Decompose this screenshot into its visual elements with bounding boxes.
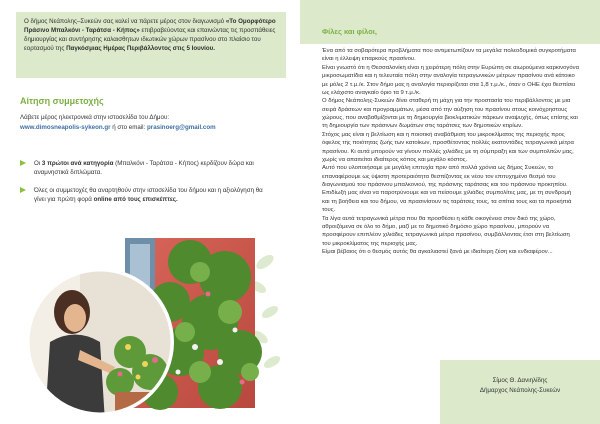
balcony-garden-photo — [20, 232, 282, 414]
mayor-letter — [322, 47, 580, 256]
signature-name: Σίμος Θ. Δανιηλίδης — [492, 377, 548, 384]
prize-highlight: 3 πρώτοι ανά κατηγορία — [41, 160, 114, 167]
letter-paragraph: Ο δήμος Νεάπολης-Συκεών δίνει σταθερή τη μάχη για την προστασία του περιβάλλοντος με μια σειρά δράσεων και προγραμμάτων, μέσα από την αύξηση του πρασίνου στους κοινόχρηστους χώρους, που αναβαθμίζονται με τη δημιουργία βιοκλιματικών πάρκων αναψυχής, όπως επίσης και τη δημιουργία των πράσινων δωμάτων στις ταράτσες των δημοτικών κτιρίων. — [322, 98, 578, 130]
greeting-box — [300, 0, 600, 44]
intro-box — [16, 12, 286, 78]
signature-role: Δήμαρχος Νεάπολης-Συκεών — [479, 386, 561, 394]
application-line: Λάβετε μέρος ηλεκτρονικά στην ιστοσελίδα του Δήμου: — [20, 114, 170, 121]
contest-name: «Το Ομορφότερο Πράσινο Μπαλκόνι - Ταράτσα - Κήπος» — [24, 18, 276, 34]
letter-paragraph: Επιδίωξή μας είναι να παροτρύνουμε και να πείσουμε χιλιάδες συμπολίτες μας, με τη συνδρομή και τη βοήθεια και του δήμου, να πρασινίσουν τις ταράτσες τους, τα σπίτια τους και τα προκήπιά τους. — [322, 190, 572, 214]
arrow-icon — [20, 187, 26, 193]
email-link[interactable]: prasinoerg@gmail.com — [147, 123, 216, 131]
online-highlight: online από τους επισκέπτες. — [93, 196, 178, 204]
letter-paragraph: Αυτό που υλοποιήσαμε με μεγάλη επιτυχία πριν από πολλά χρόνια ως δήμος Συκεών, το επαναφέρουμε ως ύψιστη προτεραιότητα θεσπίζοντας εκ νέου τον επιτυχημένο θεσμό του διαγωνισμού του πράσινου μπαλκονιού, της πράσινης ταράτσας και του πράσινου προκηπίου. — [322, 165, 568, 188]
letter-paragraph: Είμαι βέβαιος ότι ο θεσμός αυτός θα αγκαλιαστεί ξανά με ιδιαίτερη ζέση και ενδιαφέρον... — [322, 249, 553, 255]
signature-box — [440, 360, 600, 424]
application-title: Αίτηση συμμετοχής — [20, 96, 104, 106]
intro-text-1: Ο δήμος Νεάπολης–Συκεών σας καλεί να πάρετε μέρος στον διαγωνισμό — [24, 18, 226, 25]
application-mid: ή στο email: — [110, 123, 147, 131]
intro-text-2: επιβραβεύοντας και επαινώντας τις προσπάθειες δημιουργίας και συντήρησης καλαισθητων ιδιωτικών χώρων πρασίνου στο πλαίσιο του εορτασμού της — [24, 26, 276, 52]
arrow-icon — [20, 160, 26, 166]
right-panel — [300, 0, 600, 424]
environment-day: Παγκόσμιας Ημέρας Περιβάλλοντος στις 5 Ιουνίου. — [66, 44, 215, 52]
letter-paragraph: Ένα από τα σοβαρότερα προβλήματα που αντιμετωπίζουν τα μεγάλα πολεοδομικά συγκροτήματα είναι η έλλειψη επαρκούς πρασίνου. — [322, 48, 576, 63]
letter-paragraph: Είναι γνωστό ότι η Θεσσαλονίκη είναι η χειρότερη πόλη στην Ευρώπη σε αιωρούμενα καρκινογόνα μικροσωματίδια και η τελευταία πόλη στην αναλογία τετραγωνικών μέτρων πρασίνου ανά κάτοικο με μόλις 2 τ.μ./κ. Στον δήμο μας η αναλογία περιορίζεται στα 1,8 τ.μ./κ., όταν ο ΟΗΕ έχει θεσπίσει ως ελάχιστο αναγκαίο όριο τα 9 τ.μ./κ. — [322, 64, 579, 96]
application-text — [20, 113, 290, 132]
letter-paragraph: Τα λίγα αυτά τετραγωνικά μέτρα που θα προσθέσει η κάθε οικογένεια στον δικό της χώρο, αθροιζόμενα σε όλο το δήμο, μαζί με το δημοτικό δημόσιο χώρο πρασίνου, μπορούν να προσφέρουν επιπλέον χιλιάδες τετραγωνικά μέτρα πρασίνου, συμβάλλοντας έτσι στη βελτίωση του μικροκλίματος της περιοχής μας. — [322, 215, 570, 247]
website-link[interactable]: www.dimosneapolis-sykeon.gr — [20, 123, 111, 131]
left-panel: Ο δήμος Νεάπολης–Συκεών σας καλεί να πάρετε μέρος στον διαγωνισμό «Το Ομορφότερο Πράσινο Μπαλκόνι - Ταράτσα - Κήπος» επιβραβεύοντας και επαινώντας τις προσπάθειες δημιουργίας και συντήρησης καλαισθητων ιδιωτικών χώρων πρασίνου στο πλαίσιο του εορτασμού της Παγκόσμιας Ημέρας Περιβάλλοντος στις 5 Ιουνίου. Αίτηση συμμετοχής Λάβετε μέρος ηλεκτρονικά στην ιστοσελίδα του Δήμου: www.dimosneapolis-sykeon.gr ή στο email: prasinoerg@gmail.com Οι 3 πρώτοι ανά κατηγορία (Μπαλκόνι - Ταράτσα - Κήπος) κερδίζουν δώρα και αναμνηστικά διπλώματα. Όλες οι συμμετοχές θα αναρτηθούν στην ιστοσελίδα του δήμου και η αξιολόγηση θα γίνει για πρώτη φορά online από τους επισκέπτες. — [0, 0, 300, 424]
letter-paragraph: Στόχος μας είναι η βελτίωση και η ποιοτική αναβάθμιση του μικροκλίματος της περιοχής προς όφελος της ποιότητας ζωής των κατοίκων, προσθέτοντας πολλές εκατοντάδες τετραγωνικά μέτρα πρασίνου. Κι αυτά μπορούν να γίνουν πολλές χιλιάδες με τη σύμπραξη και των συμπολιτών μας, χωρίς να απαιτείται ιδιαίτερος κόπος και μεγάλο κόστος. — [322, 131, 574, 163]
greeting: Φίλες και φίλοι, — [322, 27, 377, 36]
